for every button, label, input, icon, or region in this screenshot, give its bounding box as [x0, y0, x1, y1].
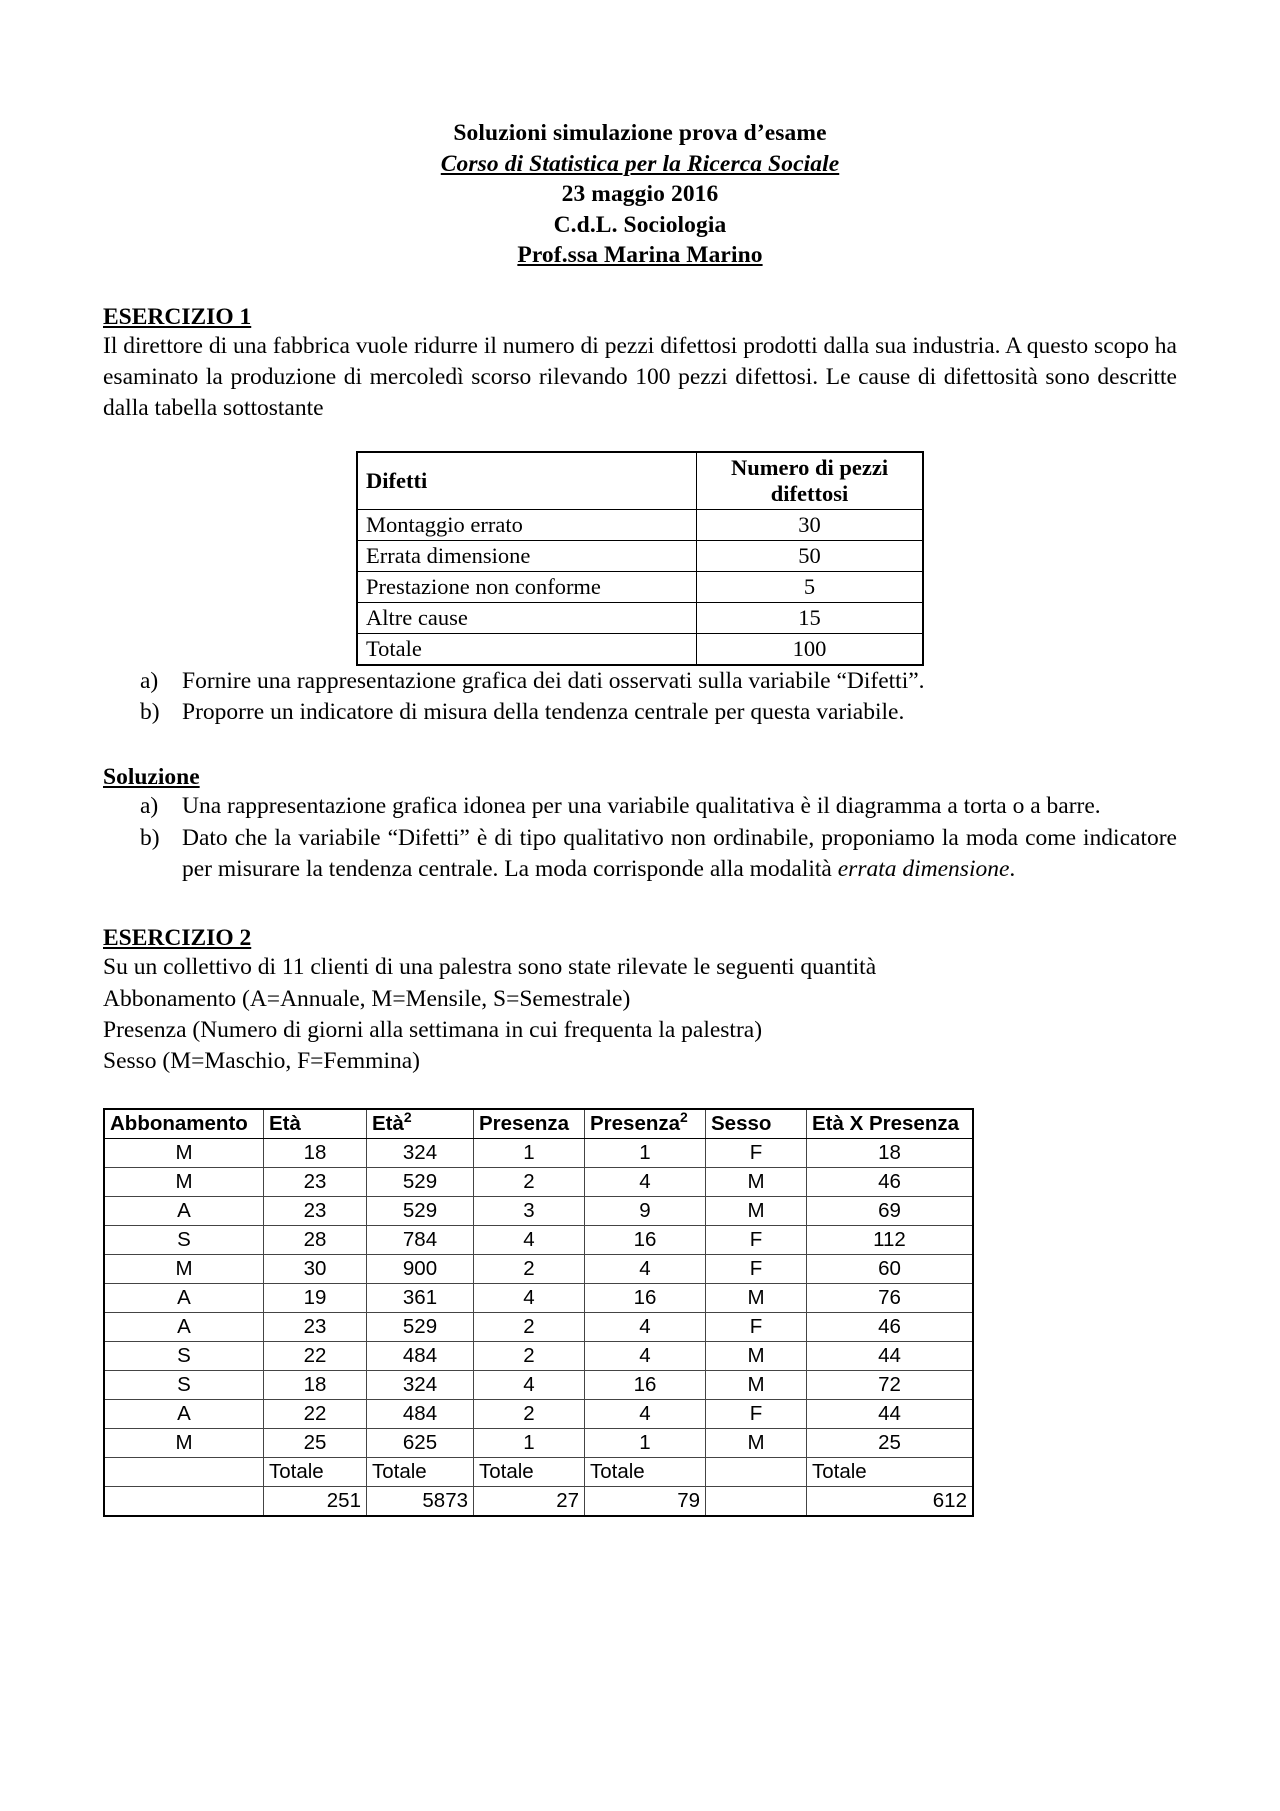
cell-abbonamento: M	[104, 1254, 264, 1283]
cell-total-label-abbonamento	[104, 1457, 264, 1486]
table-row-total-labels	[104, 1457, 973, 1486]
exercise-1-intro: Il direttore di una fabbrica vuole ridurre il numero di pezzi difettosi prodotti dalla sua industria. A questo scopo ha esaminato la produzione di mercoledì scorso rilevando 100 pezzi difettosi. Le cause di difettosità sono descritte dalla tabella sottostante	[103, 332, 1177, 422]
cell-abbonamento: S	[104, 1225, 264, 1254]
cell-presenza2: 16	[585, 1225, 706, 1254]
column-header-presenza-squared	[585, 1109, 706, 1139]
column-header-text: Presenza	[479, 1111, 570, 1135]
cell-eta2: 484	[367, 1399, 474, 1428]
solution-text-after: .	[1009, 856, 1016, 882]
cell-defect-value: 15	[697, 602, 923, 633]
cell-presenza: 2	[474, 1167, 585, 1196]
cell-eta-x-presenza: 46	[807, 1167, 974, 1196]
cell-eta: 25	[264, 1428, 367, 1457]
cell-presenza: 4	[474, 1283, 585, 1312]
list-item-text: Proporre un indicatore di misura della tendenza centrale per questa variabile.	[182, 698, 905, 725]
table-row	[104, 1399, 973, 1428]
cell-abbonamento: M	[104, 1167, 264, 1196]
cell-eta: 23	[264, 1312, 367, 1341]
difetti-table	[356, 451, 924, 666]
cell-total-label-eta: Totale	[264, 1457, 367, 1486]
list-item	[103, 823, 1177, 886]
cell-sesso: F	[706, 1138, 807, 1167]
table-row	[104, 1196, 973, 1225]
table-row	[104, 1167, 973, 1196]
cell-eta: 19	[264, 1283, 367, 1312]
cell-defect-label: Errata dimensione	[357, 540, 697, 571]
list-item	[103, 697, 1177, 728]
exercise-2-title: ESERCIZIO 2	[103, 925, 252, 952]
cell-presenza: 2	[474, 1341, 585, 1370]
table-row	[104, 1428, 973, 1457]
cell-total-label-presenza2: Totale	[585, 1457, 706, 1486]
cell-presenza: 1	[474, 1428, 585, 1457]
header-degree-line: C.d.L. Sociologia	[553, 211, 727, 238]
cell-eta: 18	[264, 1370, 367, 1399]
cell-presenza2: 9	[585, 1196, 706, 1225]
cell-eta2: 900	[367, 1254, 474, 1283]
cell-total-value-presenza2: 79	[585, 1486, 706, 1516]
header-course-line: Corso di Statistica per la Ricerca Sociale	[440, 150, 840, 177]
cell-abbonamento: A	[104, 1283, 264, 1312]
dataset-table	[103, 1108, 974, 1517]
header-date-line: 23 maggio 2016	[561, 181, 719, 208]
cell-defect-label: Altre cause	[357, 602, 697, 633]
cell-abbonamento: A	[104, 1312, 264, 1341]
document-header	[103, 118, 1177, 271]
table-row	[104, 1283, 973, 1312]
table-row	[357, 540, 923, 571]
cell-eta-x-presenza: 44	[807, 1341, 974, 1370]
cell-presenza: 2	[474, 1399, 585, 1428]
cell-eta-x-presenza: 25	[807, 1428, 974, 1457]
cell-sesso: M	[706, 1196, 807, 1225]
cell-total-value-eta: 251	[264, 1486, 367, 1516]
cell-eta-x-presenza: 76	[807, 1283, 974, 1312]
column-header-eta-squared	[367, 1109, 474, 1139]
cell-abbonamento: M	[104, 1428, 264, 1457]
cell-presenza: 2	[474, 1312, 585, 1341]
cell-presenza2: 4	[585, 1312, 706, 1341]
cell-presenza: 1	[474, 1138, 585, 1167]
cell-presenza: 4	[474, 1225, 585, 1254]
cell-abbonamento: S	[104, 1370, 264, 1399]
cell-eta2: 529	[367, 1312, 474, 1341]
cell-eta2: 625	[367, 1428, 474, 1457]
cell-defect-value: 50	[697, 540, 923, 571]
solution-text-before: Dato che la variabile “Difetti” è di tipo qualitativo non ordinabile, proponiamo la moda come indicatore per misurare la tendenza centrale. La moda corrisponde alla modalità	[182, 824, 1177, 882]
cell-eta2: 529	[367, 1196, 474, 1225]
header-title-line-1: Soluzioni simulazione prova d’esame	[453, 120, 827, 146]
table-row	[104, 1370, 973, 1399]
cell-abbonamento: M	[104, 1138, 264, 1167]
solution-text-emphasis: errata dimensione	[837, 856, 1010, 882]
cell-eta-x-presenza: 44	[807, 1399, 974, 1428]
column-header-abbonamento	[104, 1109, 264, 1139]
list-item	[103, 666, 1177, 697]
cell-sesso: F	[706, 1225, 807, 1254]
list-item-text: Una rappresentazione grafica idonea per una variabile qualitativa è il diagramma a torta o a barre.	[182, 793, 1101, 820]
list-item-text	[182, 823, 1177, 886]
cell-eta2: 484	[367, 1341, 474, 1370]
soluzione-title: Soluzione	[103, 764, 200, 791]
cell-total-label: Totale	[357, 633, 697, 665]
cell-presenza2: 1	[585, 1428, 706, 1457]
table-header-row	[357, 452, 923, 509]
cell-total-value-eta2: 5873	[367, 1486, 474, 1516]
cell-eta-x-presenza: 112	[807, 1225, 974, 1254]
table-row	[104, 1254, 973, 1283]
table-row	[104, 1312, 973, 1341]
list-marker: b)	[140, 698, 160, 725]
cell-presenza2: 1	[585, 1138, 706, 1167]
table-row	[357, 602, 923, 633]
cell-presenza2: 4	[585, 1254, 706, 1283]
table-row	[104, 1225, 973, 1254]
cell-eta-x-presenza: 46	[807, 1312, 974, 1341]
cell-eta-x-presenza: 69	[807, 1196, 974, 1225]
column-header-eta-x-presenza	[807, 1109, 974, 1139]
list-marker: a)	[140, 793, 159, 820]
table-row	[357, 571, 923, 602]
cell-eta: 22	[264, 1399, 367, 1428]
cell-eta: 22	[264, 1341, 367, 1370]
cell-sesso: M	[706, 1370, 807, 1399]
list-marker: a)	[140, 667, 159, 694]
cell-presenza: 4	[474, 1370, 585, 1399]
column-header-presenza	[474, 1109, 585, 1139]
dataset-table-body	[104, 1138, 973, 1516]
column-header-text: Età	[269, 1111, 301, 1135]
exercise-1-title: ESERCIZIO 1	[103, 303, 252, 330]
cell-total-value-sesso	[706, 1486, 807, 1516]
cell-eta: 28	[264, 1225, 367, 1254]
table-row-total-values	[104, 1486, 973, 1516]
cell-eta: 23	[264, 1167, 367, 1196]
column-header-difetti: Difetti	[357, 452, 697, 509]
table-row-total	[357, 633, 923, 665]
cell-abbonamento: A	[104, 1399, 264, 1428]
cell-defect-value: 5	[697, 571, 923, 602]
cell-sesso: M	[706, 1341, 807, 1370]
exercise-2-legend-sesso: Sesso (M=Maschio, F=Femmina)	[103, 1048, 420, 1075]
cell-defect-label: Prestazione non conforme	[357, 571, 697, 602]
superscript-2: 2	[403, 1108, 412, 1125]
cell-eta: 23	[264, 1196, 367, 1225]
cell-sesso: M	[706, 1167, 807, 1196]
column-header-text: Sesso	[711, 1111, 772, 1135]
cell-eta2: 324	[367, 1370, 474, 1399]
cell-total-value-eta-x-presenza: 612	[807, 1486, 974, 1516]
cell-total-value-abbonamento	[104, 1486, 264, 1516]
cell-eta2: 361	[367, 1283, 474, 1312]
header-professor-line: Prof.ssa Marina Marino	[517, 242, 763, 269]
cell-presenza2: 4	[585, 1341, 706, 1370]
cell-eta: 30	[264, 1254, 367, 1283]
table-row	[104, 1341, 973, 1370]
cell-presenza: 3	[474, 1196, 585, 1225]
table-row	[357, 509, 923, 540]
cell-eta2: 324	[367, 1138, 474, 1167]
cell-total-label-eta2: Totale	[367, 1457, 474, 1486]
cell-defect-label: Montaggio errato	[357, 509, 697, 540]
column-header-text: Età X Presenza	[812, 1111, 959, 1135]
cell-total-value: 100	[697, 633, 923, 665]
exercise-2-legend-abbonamento: Abbonamento (A=Annuale, M=Mensile, S=Semestrale)	[103, 985, 631, 1012]
exercise-2-intro: Su un collettivo di 11 clienti di una palestra sono state rilevate le seguenti quantità	[103, 954, 877, 981]
cell-total-label-presenza: Totale	[474, 1457, 585, 1486]
column-header-text: Età	[372, 1111, 404, 1135]
cell-sesso: M	[706, 1283, 807, 1312]
superscript-2: 2	[680, 1108, 688, 1125]
cell-eta: 18	[264, 1138, 367, 1167]
exercise-2-legend-presenza: Presenza (Numero di giorni alla settimana in cui frequenta la palestra)	[103, 1017, 763, 1044]
cell-sesso: F	[706, 1399, 807, 1428]
cell-abbonamento: S	[104, 1341, 264, 1370]
cell-sesso: M	[706, 1428, 807, 1457]
column-header-text: Presenza	[590, 1111, 681, 1135]
cell-presenza2: 4	[585, 1167, 706, 1196]
exercise-1-solutions	[103, 791, 1177, 885]
cell-eta2: 784	[367, 1225, 474, 1254]
difetti-table-container	[103, 451, 1177, 666]
table-header-row	[104, 1109, 973, 1139]
cell-eta-x-presenza: 18	[807, 1138, 974, 1167]
cell-presenza2: 4	[585, 1399, 706, 1428]
cell-total-value-presenza: 27	[474, 1486, 585, 1516]
dataset-table-container	[103, 1108, 1177, 1517]
cell-sesso: F	[706, 1312, 807, 1341]
column-header-eta	[264, 1109, 367, 1139]
cell-eta-x-presenza: 72	[807, 1370, 974, 1399]
cell-presenza2: 16	[585, 1283, 706, 1312]
table-row	[104, 1138, 973, 1167]
cell-presenza2: 16	[585, 1370, 706, 1399]
column-header-text: Abbonamento	[110, 1111, 248, 1135]
cell-defect-value: 30	[697, 509, 923, 540]
list-item-text: Fornire una rappresentazione grafica dei dati osservati sulla variabile “Difetti”.	[182, 667, 925, 694]
cell-sesso: F	[706, 1254, 807, 1283]
cell-eta-x-presenza: 60	[807, 1254, 974, 1283]
cell-eta2: 529	[367, 1167, 474, 1196]
cell-presenza: 2	[474, 1254, 585, 1283]
list-marker: b)	[140, 824, 160, 851]
cell-total-label-sesso	[706, 1457, 807, 1486]
list-item	[103, 791, 1177, 822]
column-header-numero: Numero di pezzi difettosi	[697, 452, 923, 509]
column-header-sesso	[706, 1109, 807, 1139]
cell-total-label-eta-x-presenza: Totale	[807, 1457, 974, 1486]
exercise-1-questions	[103, 666, 1177, 729]
cell-abbonamento: A	[104, 1196, 264, 1225]
